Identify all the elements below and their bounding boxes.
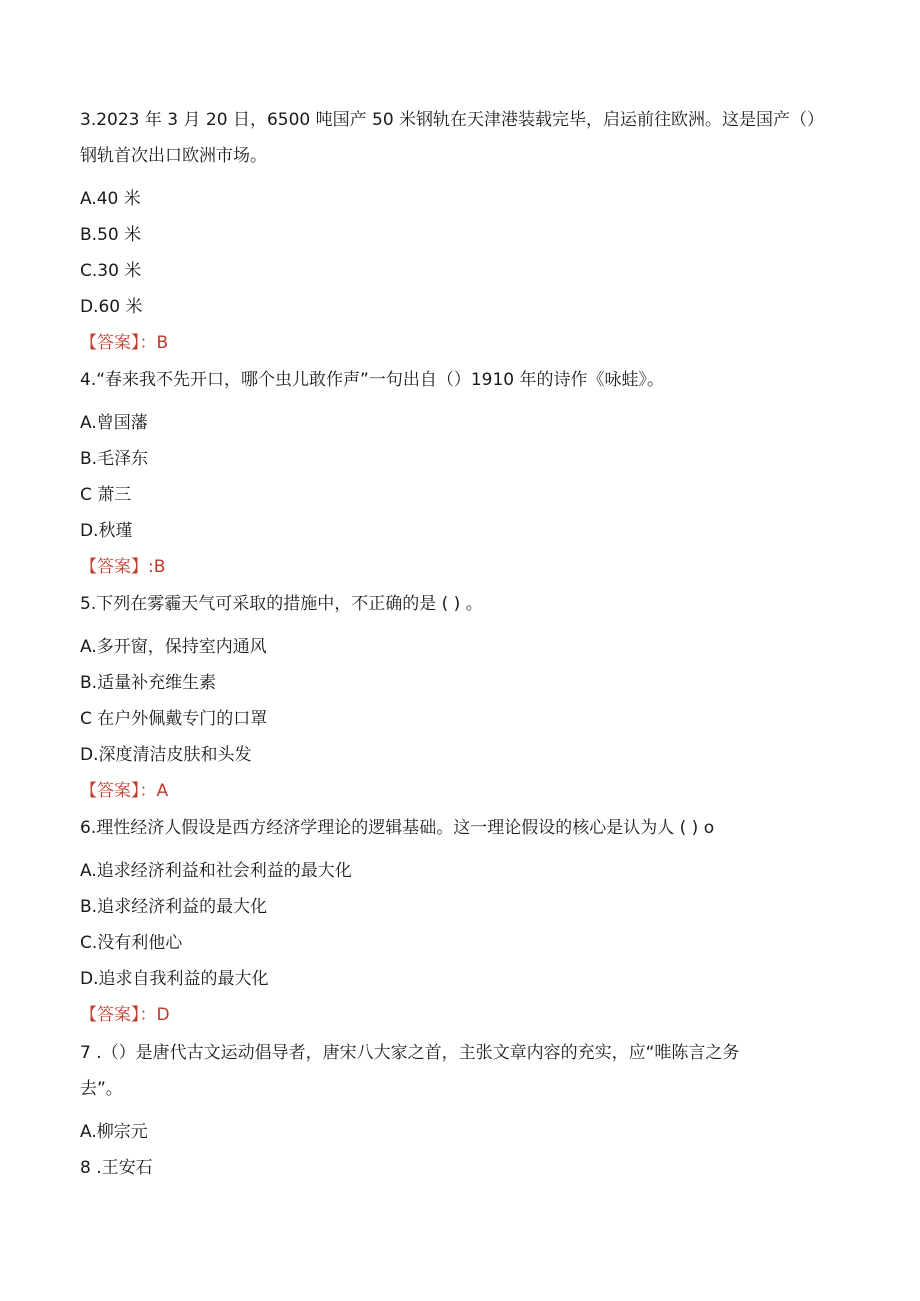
- question-7-option-a: A.柳宗元: [80, 1122, 148, 1142]
- question-3-option-b: B.50 米: [80, 225, 142, 245]
- question-5-option-d: D.深度清洁皮肤和头发: [80, 745, 252, 765]
- question-5-stem-line-1: 5.下列在雾霾天气可采取的措施中，不正确的是 ( ) 。: [80, 594, 483, 614]
- question-5-option-a: A.多开窗，保持室内通风: [80, 637, 267, 657]
- question-4-stem-line-1: 4.“春来我不先开口，哪个虫儿敢作声”一句出自（）1910 年的诗作《咏蛙》。: [80, 370, 665, 390]
- question-6-stem-line-1: 6.理性经济人假设是西方经济学理论的逻辑基础。这一理论假设的核心是认为人 ( ) o: [80, 818, 715, 838]
- question-7-option-b: 8 .王安石: [80, 1158, 153, 1178]
- question-6-option-b: B.追求经济利益的最大化: [80, 897, 268, 917]
- question-3-answer: 【答案】：B: [80, 333, 169, 353]
- question-5-answer: 【答案】：A: [80, 781, 169, 801]
- question-3-stem-line-1: 3.2023 年 3 月 20 日，6500 吨国产 50 米钢轨在天津港装载完毕，启运前往欧洲。这是国产（）: [80, 110, 825, 130]
- question-6-option-d: D.追求自我利益的最大化: [80, 969, 269, 989]
- question-7-stem-line-2: 去”。: [80, 1079, 123, 1099]
- question-3-stem-line-2: 钢轨首次出口欧洲市场。: [80, 146, 267, 166]
- question-4-option-d: D.秋瑾: [80, 521, 133, 541]
- question-5-option-c: C 在户外佩戴专门的口罩: [80, 709, 268, 729]
- question-5-option-b: B.适量补充维生素: [80, 673, 217, 693]
- question-3-option-d: D.60 米: [80, 297, 143, 317]
- question-6-option-c: C.没有利他心: [80, 933, 183, 953]
- question-4-option-c: C 萧三: [80, 485, 132, 505]
- question-4-answer: 【答案】:B: [80, 557, 166, 577]
- question-4-option-a: A.曾国藩: [80, 413, 148, 433]
- question-7-stem-line-1: 7 .（）是唐代古文运动倡导者，唐宋八大家之首，主张文章内容的充实，应“唯陈言之务: [80, 1043, 740, 1063]
- question-6-option-a: A.追求经济利益和社会利益的最大化: [80, 861, 352, 881]
- question-3-option-a: A.40 米: [80, 189, 141, 209]
- question-3-option-c: C.30 米: [80, 261, 142, 281]
- question-6-answer: 【答案】：D: [80, 1005, 170, 1025]
- question-4-option-b: B.毛泽东: [80, 449, 149, 469]
